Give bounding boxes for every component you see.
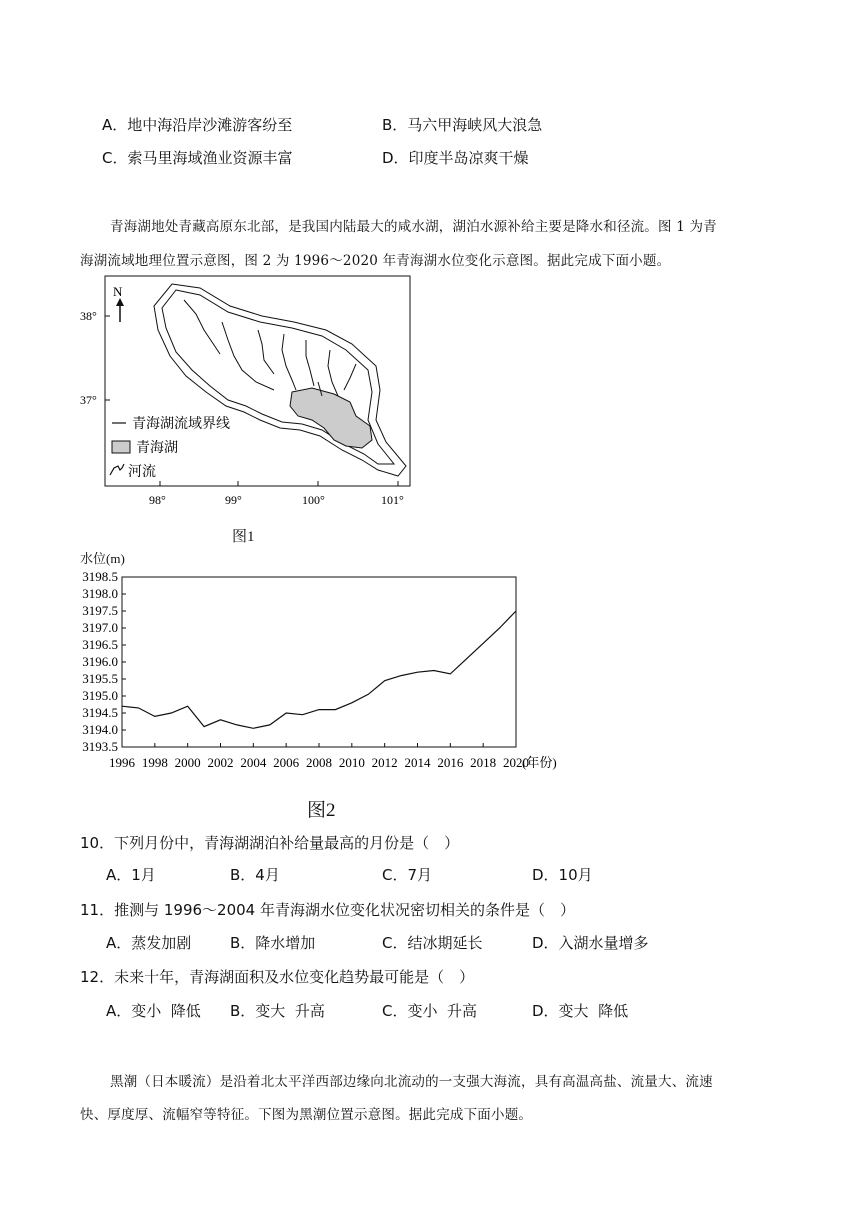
passage2-line2: 快、厚度厚、流幅窄等特征。下图为黑潮位置示意图。据此完成下面小题。 [80, 1107, 533, 1123]
river-5 [306, 340, 314, 386]
y-tick-label: 3193.5 [82, 739, 118, 754]
legend-river-label: 河流 [128, 464, 156, 480]
question-10-stem: 10．下列月份中，青海湖湖泊补给量最高的月份是（ ） [80, 834, 460, 852]
y-tick-label: 3195.5 [82, 671, 118, 686]
north-label: N [113, 284, 123, 299]
q10-option-d: D．10月 [532, 866, 593, 884]
q12-option-b: B．变大 升高 [230, 1002, 325, 1020]
lat-label-37: 37° [80, 393, 97, 407]
y-tick-label: 3197.5 [82, 603, 118, 618]
q11-option-b: B．降水增加 [230, 934, 316, 952]
lon-label-100: 100° [302, 493, 325, 507]
lon-label-99: 99° [225, 493, 242, 507]
legend-lake-icon [112, 441, 130, 453]
x-tick-label: 1998 [141, 755, 168, 770]
passage1-line2: 海湖流域地理位置示意图，图 2 为 1996～2020 年青海湖水位变化示意图。据此完成下面小题。 [80, 253, 671, 269]
q11-option-a: A．蒸发加剧 [106, 934, 192, 952]
river-4 [282, 334, 296, 390]
q10-option-a: A．1月 [106, 866, 156, 884]
river-2 [222, 322, 274, 390]
figure1-caption: 图1 [232, 529, 255, 545]
q12-option-c: C．变小 升高 [382, 1002, 478, 1020]
qinghai-lake [290, 388, 372, 448]
q11-option-c: C．结冰期延长 [382, 934, 483, 952]
q12-option-a: A．变小 降低 [106, 1002, 201, 1020]
river-7 [344, 364, 356, 390]
x-tick-label: 2018 [470, 755, 497, 770]
x-tick-label: 2014 [404, 755, 431, 770]
y-tick-label: 3197.0 [82, 620, 118, 635]
x-tick-label: 2010 [338, 755, 365, 770]
y-tick-label: 3198.5 [82, 569, 118, 584]
river-1 [184, 300, 220, 354]
y-tick-label: 3196.5 [82, 637, 118, 652]
lon-label-101: 101° [381, 493, 404, 507]
figure1-map [80, 270, 425, 515]
x-tick-label: 2008 [306, 755, 332, 770]
y-tick-label: 3195.0 [82, 688, 118, 703]
lat-label-38: 38° [80, 309, 97, 323]
option-a: A．地中海沿岸沙滩游客纷至 [102, 116, 293, 134]
chart-plot-frame [122, 577, 516, 747]
q11-option-d: D．入湖水量增多 [532, 934, 649, 952]
q10-option-b: B．4月 [230, 866, 280, 884]
figure2-caption: 图2 [307, 800, 336, 821]
river-3 [258, 330, 274, 374]
lon-label-98: 98° [149, 493, 166, 507]
figure2-chart [70, 565, 590, 780]
x-tick-label: 2012 [371, 755, 398, 770]
q12-option-d: D．变大 降低 [532, 1002, 629, 1020]
legend-river-icon [110, 464, 124, 475]
question-12-stem: 12．未来十年，青海湖面积及水位变化趋势最可能是（ ） [80, 968, 475, 986]
option-c: C．索马里海域渔业资源丰富 [102, 149, 293, 167]
x-tick-label: 2006 [273, 755, 300, 770]
passage1-line1: 青海湖地处青藏高原东北部，是我国内陆最大的咸水湖，湖泊水源补给主要是降水和径流。图 1 为青 [110, 219, 717, 235]
legend-boundary-label: 青海湖流域界线 [132, 416, 230, 432]
question-11-stem: 11．推测与 1996～2004 年青海湖水位变化状况密切相关的条件是（ ） [80, 901, 575, 919]
option-b: B．马六甲海峡风大浪急 [382, 116, 543, 134]
y-tick-label: 3194.5 [82, 705, 118, 720]
passage2-line1: 黑潮（日本暖流）是沿着北太平洋西部边缘向北流动的一支强大海流，具有高温高盐、流量大、流速 [110, 1074, 713, 1090]
chart-ylabel: 水位(m) [80, 551, 125, 566]
basin-boundary-outer [154, 284, 406, 476]
x-tick-label: 2016 [437, 755, 464, 770]
x-tick-label: 1996 [109, 755, 135, 770]
legend-lake-label: 青海湖 [136, 440, 178, 456]
water-level-series-line [122, 611, 516, 728]
y-tick-label: 3198.0 [82, 586, 118, 601]
x-tick-label: 2020 [503, 755, 529, 770]
y-tick-label: 3196.0 [82, 654, 118, 669]
river-6 [328, 350, 338, 396]
chart-xlabel: (年份) [522, 755, 557, 770]
x-tick-label: 2002 [207, 755, 234, 770]
option-d: D．印度半岛凉爽干燥 [382, 149, 529, 167]
x-tick-label: 2000 [174, 755, 201, 770]
x-tick-label: 2004 [240, 755, 267, 770]
q10-option-c: C．7月 [382, 866, 433, 884]
y-tick-label: 3194.0 [82, 722, 118, 737]
